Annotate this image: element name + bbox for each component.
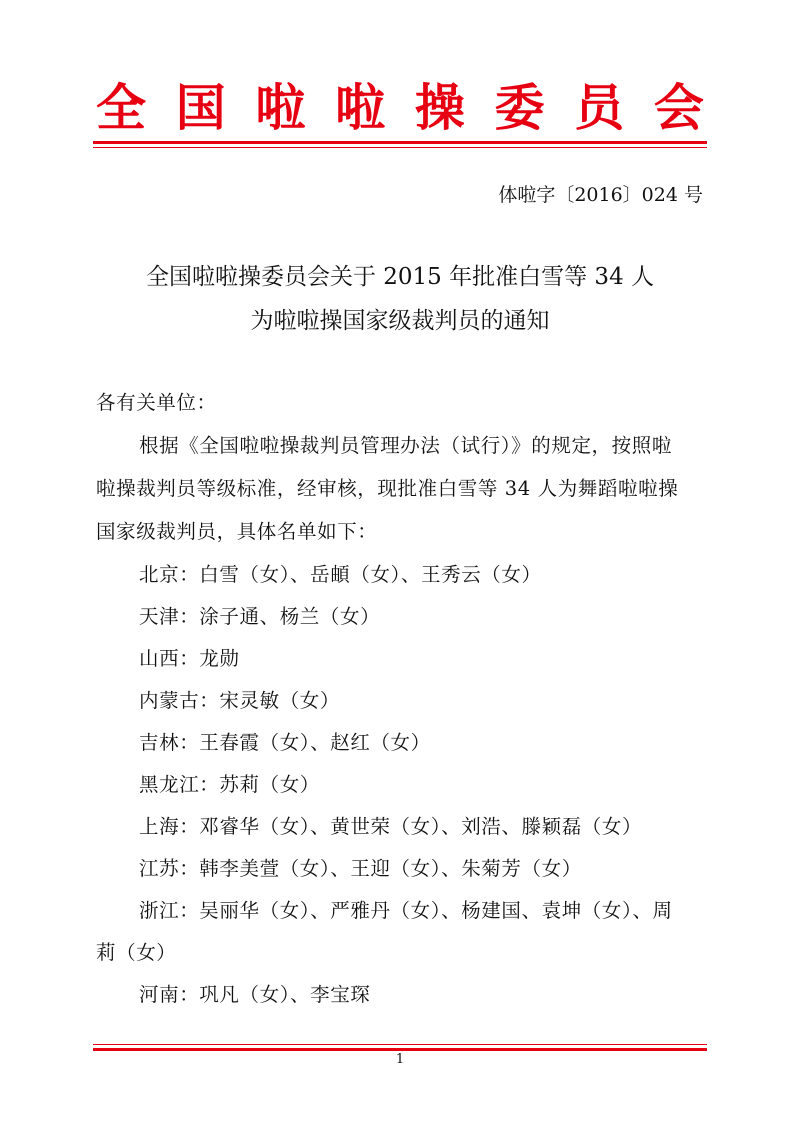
list-item-zhejiang: 浙江：吴丽华（女）、严雅丹（女）、杨建国、袁坤（女）、周 — [139, 899, 673, 922]
header-char: 啦 — [335, 78, 386, 137]
list-item-tianjin: 天津：涂子通、杨兰（女） — [139, 605, 381, 628]
intro-line: 国家级裁判员，具体名单如下： — [96, 520, 378, 543]
page-number: 1 — [395, 1052, 405, 1067]
header-char: 国 — [175, 78, 226, 137]
organization-header — [96, 78, 704, 138]
header-char: 员 — [574, 78, 625, 137]
header-divider-thick — [93, 141, 707, 144]
footer-divider-thick — [93, 1048, 707, 1051]
salutation: 各有关单位： — [96, 391, 217, 414]
header-char: 会 — [653, 78, 704, 137]
header-char: 全 — [96, 78, 146, 137]
list-item-shanxi: 山西：龙勋 — [139, 647, 240, 670]
list-item-zhejiang-continued: 莉（女） — [96, 941, 177, 964]
list-item-jiangsu: 江苏：韩李美萱（女）、王迎（女）、朱菊芳（女） — [139, 857, 582, 880]
intro-line: 根据《全国啦啦操裁判员管理办法（试行）》的规定，按照啦 — [139, 434, 672, 457]
list-item-henan: 河南：巩凡（女）、李宝琛 — [139, 983, 371, 1006]
document-number: 体啦字〔2016〕024 号 — [498, 184, 703, 206]
intro-line: 啦操裁判员等级标准，经审核，现批准白雪等 34 人为舞蹈啦啦操 — [96, 477, 679, 500]
list-item-beijing: 北京：白雪（女）、岳頔（女）、王秀云（女） — [139, 563, 542, 586]
header-char: 操 — [414, 78, 465, 137]
list-item-shanghai: 上海：邓睿华（女）、黄世荣（女）、刘浩、滕颖磊（女） — [139, 815, 643, 838]
notice-title-line-2: 为啦啦操国家级裁判员的通知 — [250, 308, 550, 334]
header-divider-thin — [93, 147, 707, 148]
header-char: 委 — [494, 78, 545, 137]
list-item-jilin: 吉林：王春霞（女）、赵红（女） — [139, 731, 431, 754]
list-item-neimenggu: 内蒙古：宋灵敏（女） — [139, 689, 341, 712]
notice-title-line-1: 全国啦啦操委员会关于 2015 年批准白雪等 34 人 — [145, 264, 655, 290]
header-char: 啦 — [255, 78, 306, 137]
footer-divider-thin — [93, 1044, 707, 1045]
list-item-heilongjiang: 黑龙江：苏莉（女） — [139, 773, 320, 796]
